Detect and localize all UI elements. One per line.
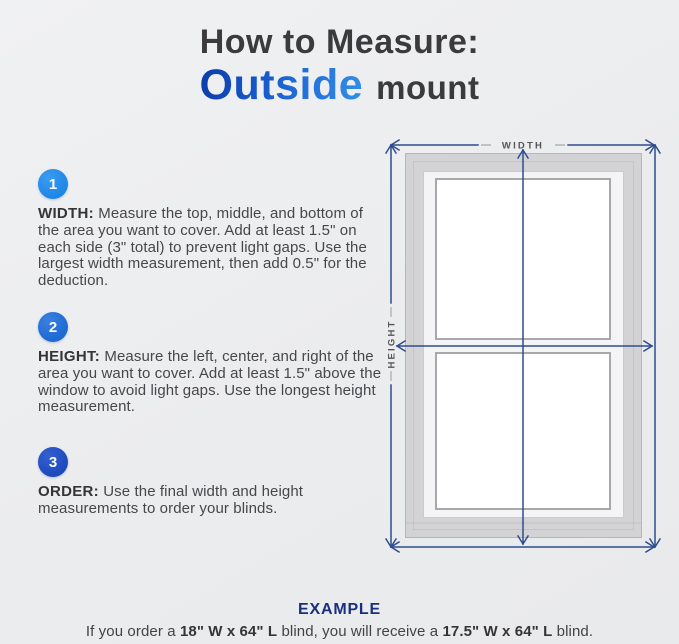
- example-receive-size: 17.5" W x 64" L: [442, 623, 553, 640]
- title-block: [0, 23, 679, 110]
- step-height: [38, 312, 383, 416]
- width-label: WIDTH: [501, 140, 545, 152]
- step-3-number-badge: [38, 447, 68, 477]
- example-text: If you order a 18" W x 64" L blind, you will receive a 17.5" W x 64" L blind.: [85, 623, 594, 640]
- step-2-number-badge: [38, 312, 68, 342]
- step-3-number: 3: [48, 453, 58, 471]
- step-2-number: 2: [48, 318, 58, 336]
- step-1-number: 1: [48, 175, 58, 193]
- window-measurement-diagram: [383, 133, 668, 563]
- example-order-size: 18" W x 64" L: [179, 623, 278, 640]
- step-2-text: HEIGHT: Measure the left, center, and right of the area you want to cover. Add at least 1.5" above the window to avoid light gaps. Use the longest height measurement.: [38, 348, 382, 416]
- example-section: [0, 601, 679, 640]
- title-mount-word: mount: [376, 69, 480, 107]
- page-subtitle: [0, 61, 679, 110]
- step-1-label: WIDTH:: [38, 205, 94, 222]
- page-title: How to Measure:: [199, 23, 480, 61]
- step-1-text: WIDTH: Measure the top, middle, and bottom of the area you want to cover. Add at least 1.5" on each side (3" total) to prevent light gaps. Use the largest width measurement, then add 0.5" for the deduction.: [38, 205, 367, 290]
- step-1-number-badge: [38, 169, 68, 199]
- step-3-label: ORDER:: [38, 483, 99, 500]
- step-3-text: ORDER: Use the final width and height measurements to order your blinds.: [38, 483, 304, 517]
- step-width: [38, 169, 383, 290]
- height-label: HEIGHT: [386, 319, 398, 369]
- example-heading: EXAMPLE: [298, 601, 381, 618]
- title-mount-type: Outside: [199, 61, 364, 110]
- step-2-label: HEIGHT:: [38, 348, 101, 365]
- step-order: [38, 447, 383, 518]
